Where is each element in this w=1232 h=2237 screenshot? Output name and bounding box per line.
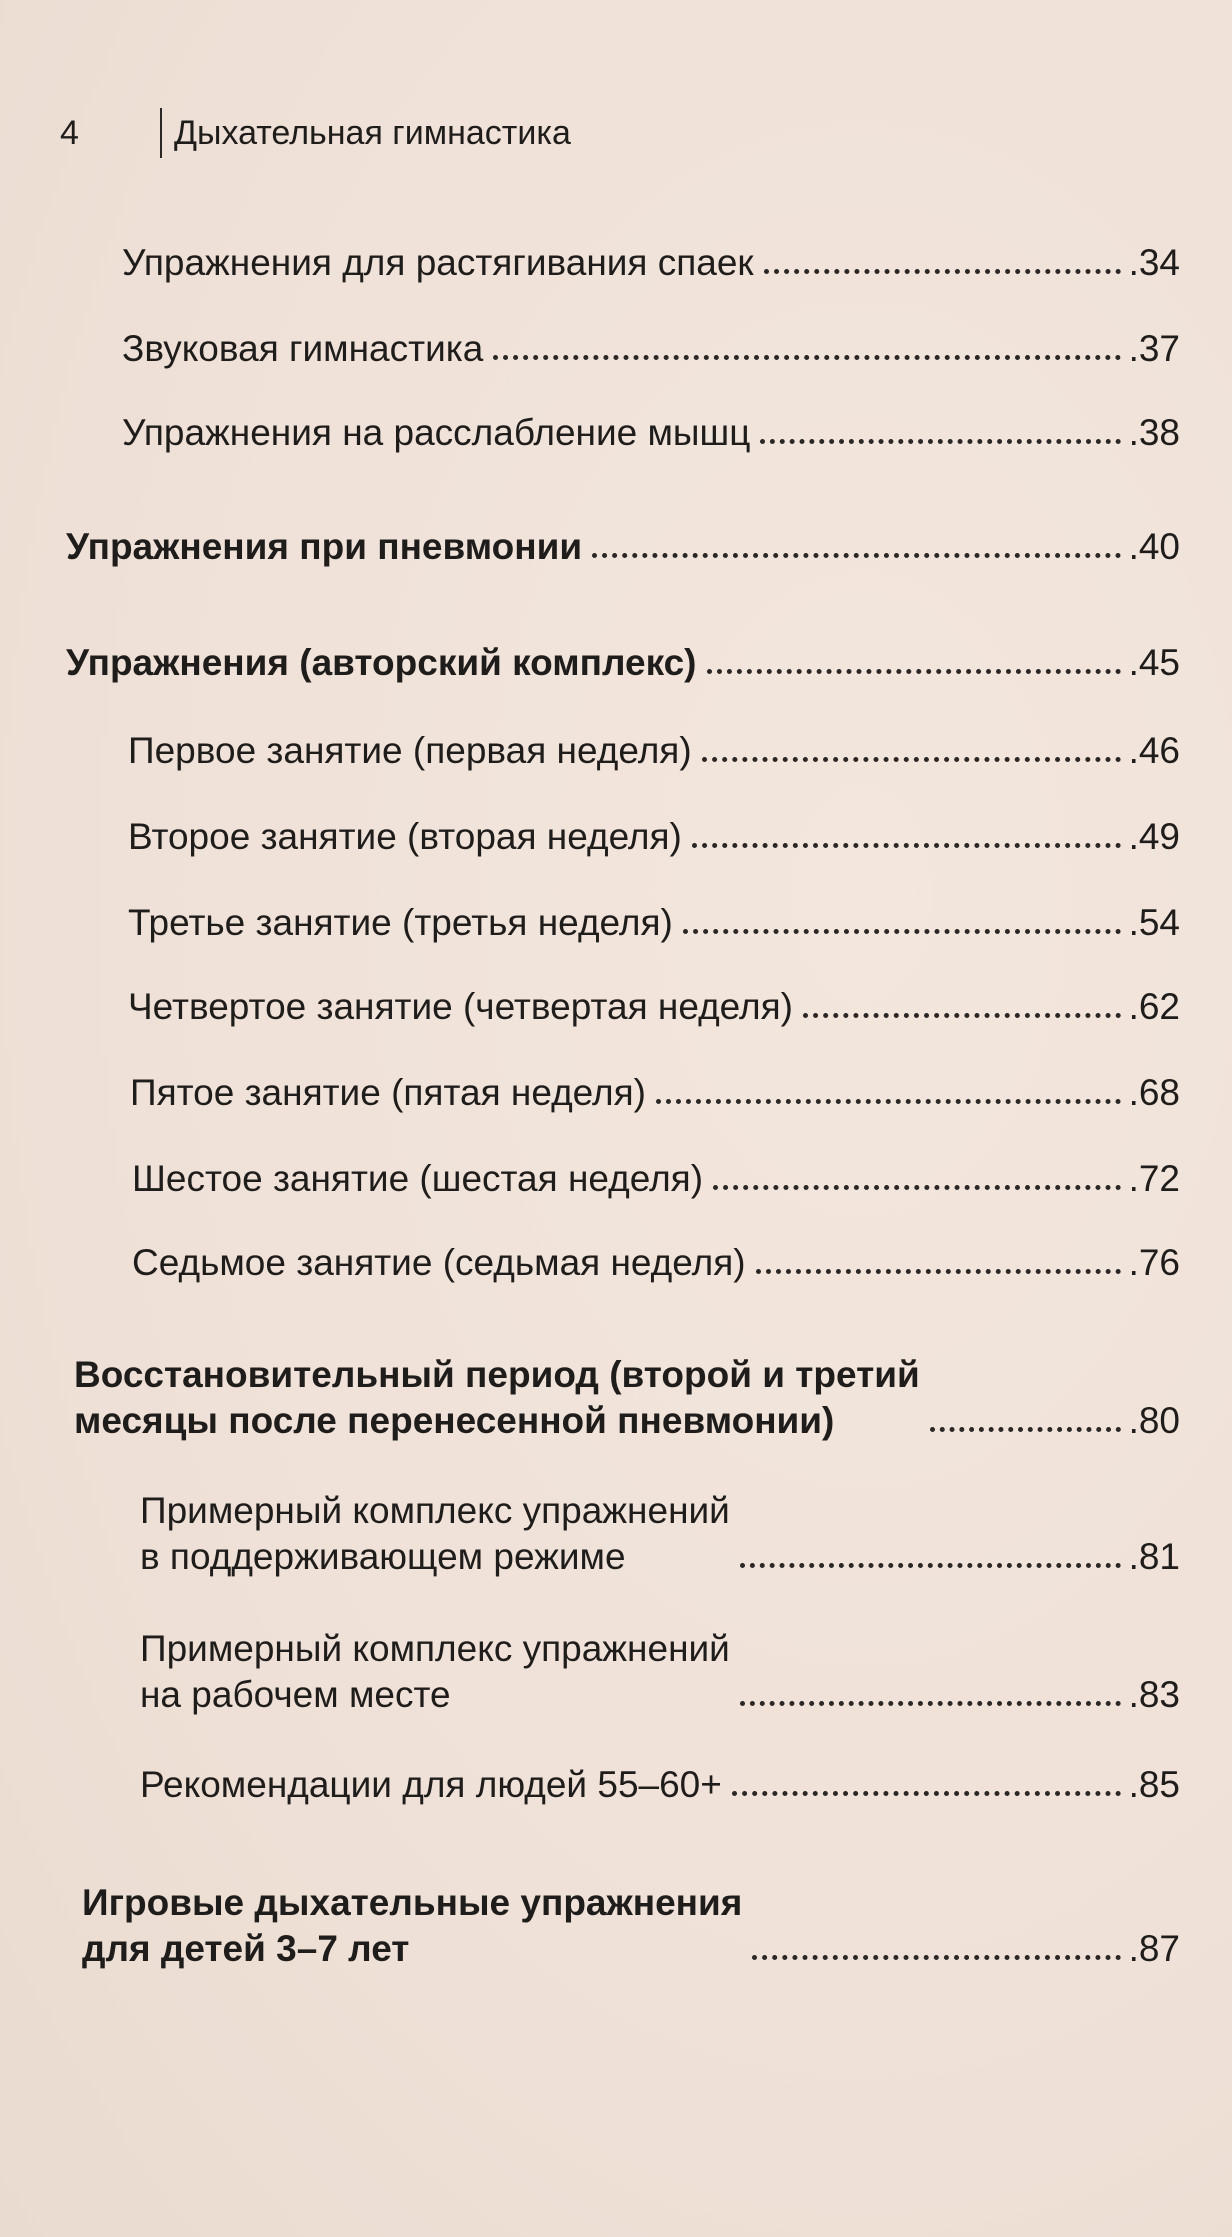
toc-section-title-line1: Игровые дыхательные упражнения [82, 1882, 743, 1923]
toc-entry-title [140, 1626, 730, 1718]
dot-leader [592, 553, 1120, 558]
dot-leader [732, 1791, 1121, 1796]
toc-entry[interactable] [132, 1240, 1180, 1286]
toc-entry-page: .54 [1128, 902, 1180, 943]
running-header [58, 108, 571, 158]
toc-entry-page: .38 [1128, 412, 1180, 453]
toc-section-title-line1: Восстановительный период (второй и третий [74, 1354, 920, 1395]
dot-leader [713, 1185, 1121, 1190]
toc-entry[interactable] [140, 1488, 1180, 1580]
toc-section-title [74, 1352, 920, 1444]
toc-section-page: .40 [1128, 526, 1180, 567]
toc-entry-page: .46 [1128, 730, 1180, 771]
toc-entry-title: Шестое занятие (шестая неделя) [132, 1158, 704, 1199]
toc-entry-title-line2: на рабочем месте [140, 1674, 451, 1715]
toc-entry-title-line1: Примерный комплекс упражнений [140, 1490, 730, 1531]
dot-leader [702, 757, 1121, 762]
toc-entry[interactable] [128, 728, 1180, 774]
dot-leader [683, 929, 1121, 934]
toc-section[interactable] [82, 1880, 1180, 1972]
dot-leader [752, 1955, 1120, 1960]
toc-entry[interactable] [140, 1626, 1180, 1718]
toc-entry-page: .68 [1128, 1072, 1180, 1113]
dot-leader [760, 439, 1120, 444]
toc-entry-title: Звуковая гимнастика [122, 328, 484, 369]
toc-entry[interactable] [122, 240, 1180, 286]
toc-entry-page: .62 [1128, 986, 1180, 1027]
toc-entry[interactable] [128, 900, 1180, 946]
toc-entry[interactable] [122, 326, 1180, 372]
toc-entry-title: Третье занятие (третья неделя) [128, 902, 673, 943]
dot-leader [707, 669, 1121, 674]
toc-entry-title-line2: в поддерживающем режиме [140, 1536, 626, 1577]
toc-entry[interactable] [140, 1762, 1180, 1808]
dot-leader [656, 1099, 1121, 1104]
running-title: Дыхательная гимнастика [174, 113, 571, 152]
dot-leader [930, 1427, 1121, 1432]
dot-leader [764, 269, 1121, 274]
dot-leader [692, 843, 1121, 848]
toc-section-page: .80 [1128, 1400, 1180, 1441]
page-number: 4 [60, 113, 79, 152]
toc-section-title-line2: для детей 3–7 лет [82, 1928, 410, 1969]
toc-section[interactable] [74, 1352, 1180, 1444]
toc-entry-page: .83 [1128, 1674, 1180, 1715]
toc-section[interactable] [66, 640, 1180, 686]
toc-entry-title: Второе занятие (вторая неделя) [128, 816, 682, 857]
toc-entry[interactable] [128, 984, 1180, 1030]
toc-entry-title: Рекомендации для людей 55–60+ [140, 1764, 722, 1805]
toc-section-title-line2: месяцы после перенесенной пневмонии) [74, 1400, 835, 1441]
header-divider [160, 108, 162, 158]
toc-entry-title: Упражнения на расслабление мышц [122, 412, 751, 453]
toc-section-page: .87 [1128, 1928, 1180, 1969]
toc-entry-title [140, 1488, 730, 1580]
toc-entry-title: Пятое занятие (пятая неделя) [130, 1072, 646, 1113]
toc-section-page: .45 [1128, 642, 1180, 683]
toc-entry-page: .34 [1128, 242, 1180, 283]
toc-entry-title: Упражнения для растягивания спаек [122, 242, 754, 283]
toc-entry-page: .72 [1128, 1158, 1180, 1199]
toc-section[interactable] [66, 524, 1180, 570]
toc-section-title: Упражнения (авторский комплекс) [66, 642, 697, 683]
dot-leader [740, 1701, 1121, 1706]
toc-entry-page: .37 [1128, 328, 1180, 369]
toc-entry[interactable] [128, 814, 1180, 860]
dot-leader [756, 1269, 1121, 1274]
toc-entry-page: .76 [1128, 1242, 1180, 1283]
toc-entry-page: .85 [1128, 1764, 1180, 1805]
dot-leader [803, 1013, 1121, 1018]
toc-entry[interactable] [130, 1070, 1180, 1116]
toc-entry-title: Четвертое занятие (четвертая неделя) [128, 986, 793, 1027]
toc-entry-title: Первое занятие (первая неделя) [128, 730, 692, 771]
toc-entry-title: Седьмое занятие (седьмая неделя) [132, 1242, 746, 1283]
toc-section-title [82, 1880, 742, 1972]
toc-entry[interactable] [132, 1156, 1180, 1202]
dot-leader [740, 1563, 1121, 1568]
toc-entry-title-line1: Примерный комплекс упражнений [140, 1628, 730, 1669]
dot-leader [493, 355, 1120, 360]
toc-section-title: Упражнения при пневмонии [66, 526, 583, 567]
toc-entry-page: .49 [1128, 816, 1180, 857]
toc-entry-page: .81 [1128, 1536, 1180, 1577]
toc-entry[interactable] [122, 410, 1180, 456]
